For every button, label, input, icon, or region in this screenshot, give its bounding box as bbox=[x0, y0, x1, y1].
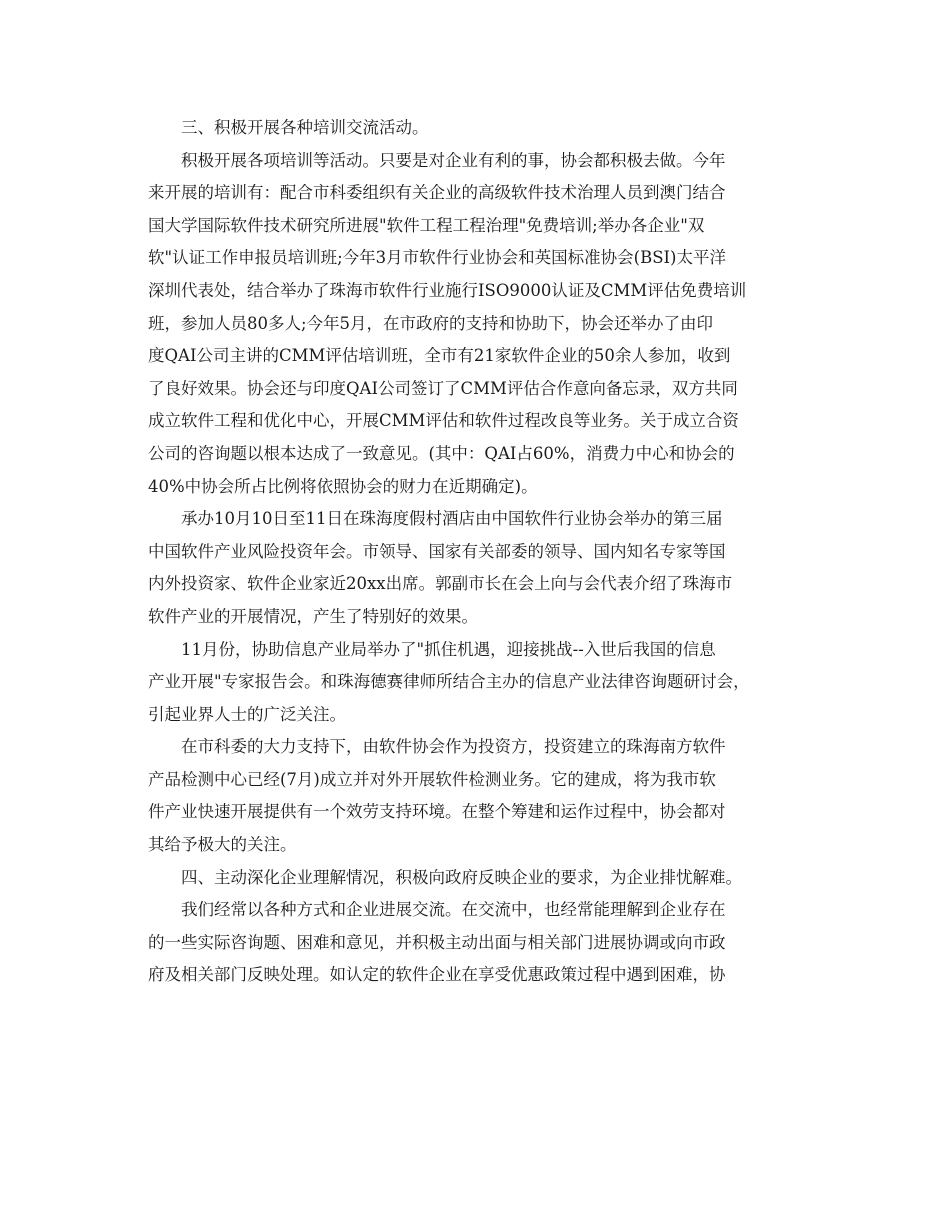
paragraph-line: 来开展的培训有：配合市科委组织有关企业的高级软件技术治理人员到澳门结合 bbox=[148, 183, 726, 203]
paragraph-line: 件产业快速开展提供有一个效劳支持环境。在整个筹建和运作过程中，协会都对 bbox=[148, 802, 726, 822]
paragraph-line: 深圳代表处，结合举办了珠海市软件行业施行ISO9000认证及CMM评估免费培训 bbox=[148, 280, 747, 300]
paragraph-line: 40%中协会所占比例将依照协会的财力在近期确定)。 bbox=[148, 476, 538, 496]
paragraph bbox=[148, 112, 813, 145]
paragraph-line: 内外投资家、软件企业家近20xx出席。郭副市长在会上向与会代表介绍了珠海市 bbox=[148, 574, 733, 594]
paragraph-first-line: 四、主动深化企业理解情况，积极向政府反映企业的要求，为企业排忧解难。 bbox=[181, 867, 742, 887]
paragraph bbox=[148, 634, 813, 732]
paragraph-line: 产业开展"专家报告会。和珠海德赛律师所结合主办的信息产业法律咨询题研讨会， bbox=[148, 672, 750, 692]
paragraph-line: 软件产业的开展情况，产生了特别好的效果。 bbox=[148, 606, 478, 626]
paragraph bbox=[148, 894, 813, 992]
paragraph bbox=[148, 862, 813, 895]
paragraph-line: 的一些实际咨询题、困难和意见，并积极主动出面与相关部门进展协调或向市政 bbox=[148, 932, 726, 952]
paragraph-first-line: 11月份，协助信息产业局举办了"抓住机遇，迎接挑战--入世后我国的信息 bbox=[181, 639, 716, 659]
paragraph-first-line: 在市科委的大力支持下，由软件协会作为投资方，投资建立的珠海南方软件 bbox=[181, 737, 726, 757]
paragraph-line: 成立软件工程和优化中心，开展CMM评估和软件过程改良等业务。关于成立合资 bbox=[148, 411, 739, 431]
paragraph-line: 软"认证工作申报员培训班;今年3月市软件行业协会和英国标准协会(BSI)太平洋 bbox=[148, 248, 726, 268]
paragraph-line: 产品检测中心已经(7月)成立并对外开展软件检测业务。它的建成，将为我市软 bbox=[148, 769, 716, 789]
paragraph-line: 其给予极大的关注。 bbox=[148, 835, 297, 855]
paragraph-line: 中国软件产业风险投资年会。市领导、国家有关部委的领导、国内知名专家等国 bbox=[148, 541, 726, 561]
paragraph-line: 府及相关部门反映处理。如认定的软件企业在享受优惠政策过程中遇到困难，协 bbox=[148, 965, 726, 985]
paragraph-first-line: 我们经常以各种方式和企业进展交流。在交流中，也经常能理解到企业存在 bbox=[181, 900, 726, 920]
paragraph-line: 度QAI公司主讲的CMM评估培训班，全市有21家软件企业的50余人参加，收到 bbox=[148, 346, 731, 366]
paragraph-line: 公司的咨询题以根本达成了一致意见。(其中：QAI占60%，消费力中心和协会的 bbox=[148, 443, 735, 463]
paragraph-first-line: 三、积极开展各种培训交流活动。 bbox=[181, 118, 429, 137]
paragraph bbox=[148, 503, 813, 633]
paragraph-first-line: 承办10月10日至11日在珠海度假村酒店由中国软件行业协会举办的第三届 bbox=[181, 509, 723, 529]
paragraph bbox=[148, 731, 813, 861]
paragraph-line: 国大学国际软件技术研究所进展"软件工程工程治理"免费培训;举办各企业"双 bbox=[148, 215, 705, 235]
paragraph-line: 引起业界人士的广泛关注。 bbox=[148, 704, 346, 724]
paragraph-first-line: 积极开展各项培训等活动。只要是对企业有利的事，协会都积极去做。今年 bbox=[181, 150, 726, 170]
paragraph bbox=[148, 145, 813, 504]
document-body bbox=[148, 112, 813, 992]
paragraph-line: 班，参加人员80多人;今年5月，在市政府的支持和协助下，协会还举办了由印 bbox=[148, 313, 714, 333]
paragraph-line: 了良好效果。协会还与印度QAI公司签订了CMM评估合作意向备忘录，双方共同 bbox=[148, 378, 738, 398]
